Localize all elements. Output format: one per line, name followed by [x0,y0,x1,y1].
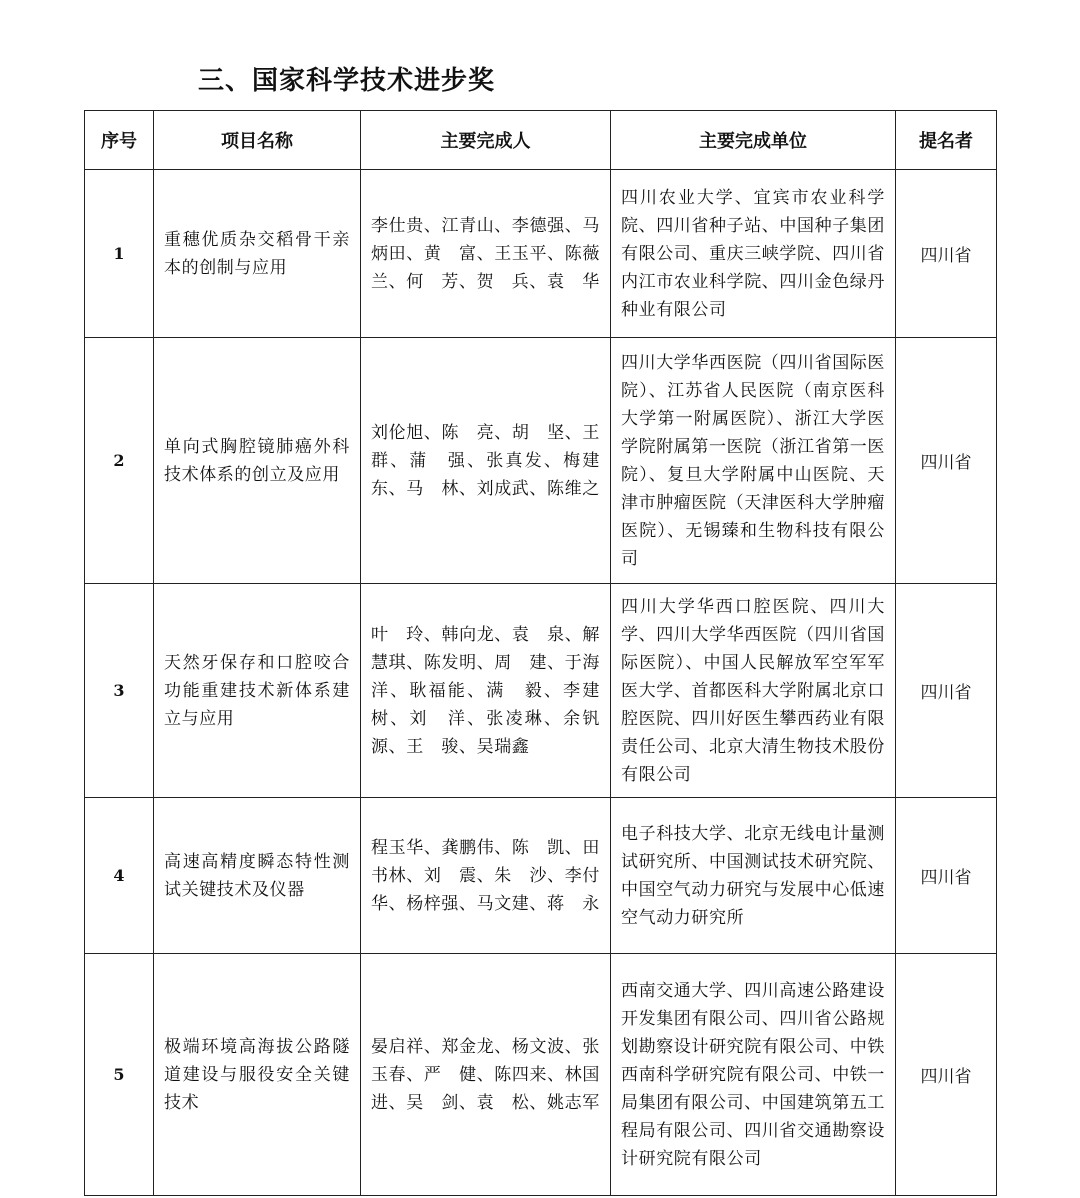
row-units: 四川大学华西医院（四川省国际医院）、江苏省人民医院（南京医科大学第一附属医院）、浙江大学医学院附属第一医院（浙江省第一医院）、复旦大学附属中山医院、天津市肿瘤医院（天津医科大学肿瘤医院）、无锡臻和生物科技有限公司 [611,338,896,584]
row-seq: 2 [85,338,154,584]
row-nominator: 四川省 [896,954,997,1196]
row-seq: 4 [85,798,154,954]
row-seq: 5 [85,954,154,1196]
header-nominator: 提名者 [896,111,997,170]
row-persons: 刘伦旭、陈 亮、胡 坚、王 群、蒲 强、张真发、梅建东、马 林、刘成武、陈维之 [361,338,611,584]
table-header-row [85,111,997,170]
table-row [85,338,997,584]
row-project: 单向式胸腔镜肺癌外科技术体系的创立及应用 [154,338,361,584]
header-seq: 序号 [85,111,154,170]
row-nominator: 四川省 [896,798,997,954]
awards-table [84,110,997,1196]
row-nominator: 四川省 [896,338,997,584]
row-persons: 李仕贵、江青山、李德强、马炳田、黄 富、王玉平、陈薇兰、何 芳、贺 兵、袁 华 [361,170,611,338]
table-row [85,798,997,954]
table-row [85,954,997,1196]
row-project: 重穗优质杂交稻骨干亲本的创制与应用 [154,170,361,338]
row-nominator: 四川省 [896,170,997,338]
row-units: 电子科技大学、北京无线电计量测试研究所、中国测试技术研究院、中国空气动力研究与发展中心低速空气动力研究所 [611,798,896,954]
row-seq: 1 [85,170,154,338]
row-units: 四川农业大学、宜宾市农业科学院、四川省种子站、中国种子集团有限公司、重庆三峡学院、四川省内江市农业科学院、四川金色绿丹种业有限公司 [611,170,896,338]
header-persons: 主要完成人 [361,111,611,170]
row-project: 极端环境高海拔公路隧道建设与服役安全关键技术 [154,954,361,1196]
row-units: 四川大学华西口腔医院、四川大学、四川大学华西医院（四川省国际医院）、中国人民解放军空军军医大学、首都医科大学附属北京口腔医院、四川好医生攀西药业有限责任公司、北京大清生物技术股份有限公司 [611,584,896,798]
header-project: 项目名称 [154,111,361,170]
row-seq: 3 [85,584,154,798]
section-title: 三、国家科学技术进步奖 [198,66,496,96]
row-nominator: 四川省 [896,584,997,798]
row-project: 天然牙保存和口腔咬合功能重建技术新体系建立与应用 [154,584,361,798]
header-units: 主要完成单位 [611,111,896,170]
row-project: 高速高精度瞬态特性测试关键技术及仪器 [154,798,361,954]
table-row [85,170,997,338]
row-persons: 叶 玲、韩向龙、袁 泉、解慧琪、陈发明、周 建、于海洋、耿福能、满 毅、李建树、刘 洋、张凌琳、余钒源、王 骏、吴瑞鑫 [361,584,611,798]
row-units: 西南交通大学、四川高速公路建设开发集团有限公司、四川省公路规划勘察设计研究院有限公司、中铁西南科学研究院有限公司、中铁一局集团有限公司、中国建筑第五工程局有限公司、四川省交通勘察设计研究院有限公司 [611,954,896,1196]
row-persons: 程玉华、龚鹏伟、陈 凯、田书林、刘 震、朱 沙、李付华、杨梓强、马文建、蒋 永 [361,798,611,954]
row-persons: 晏启祥、郑金龙、杨文波、张玉春、严 健、陈四来、林国进、吴 剑、袁 松、姚志军 [361,954,611,1196]
table-row [85,584,997,798]
